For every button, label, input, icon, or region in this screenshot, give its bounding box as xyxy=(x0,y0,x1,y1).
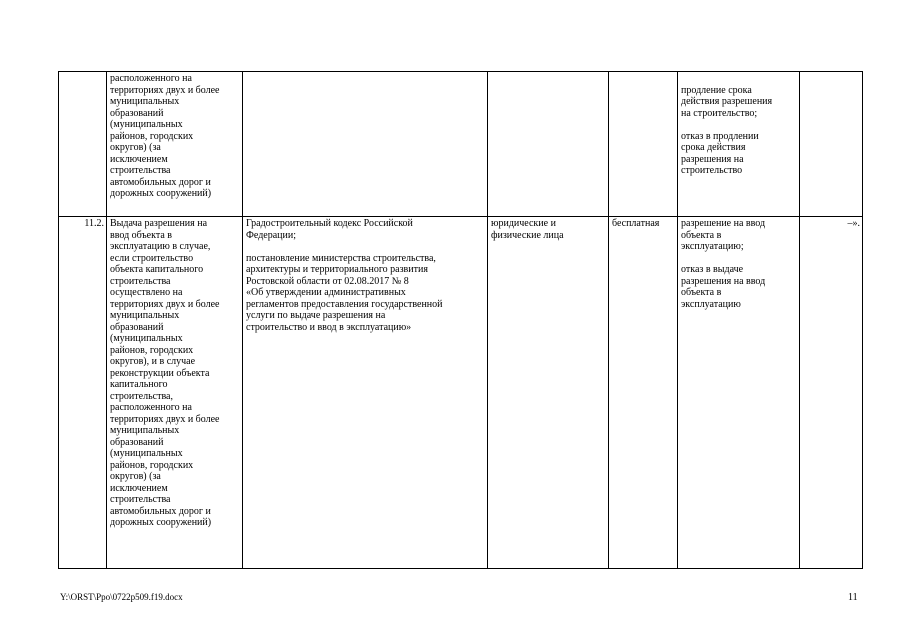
table-row xyxy=(59,72,863,217)
service-name-cell: расположенного на территориях двух и более муниципальных образований (муниципальных районов, городских округов) (за исключением строительства автомобильных дорог и дорожных сооружений) xyxy=(107,72,243,217)
result-cell: разрешение на ввод объекта в эксплуатацию; отказ в выдаче разрешения на ввод объекта в эксплуатацию xyxy=(678,217,800,569)
note-cell: –». xyxy=(800,217,863,569)
row-number-cell: 11.2. xyxy=(59,217,107,569)
recipients-cell xyxy=(488,72,609,217)
table-row xyxy=(59,217,863,569)
cost-cell: бесплатная xyxy=(609,217,678,569)
note-cell xyxy=(800,72,863,217)
cost-cell xyxy=(609,72,678,217)
result-cell: продление срока действия разрешения на строительство; отказ в продлении срока действия разрешения на строительство xyxy=(678,72,800,217)
page-number: 11 xyxy=(848,592,858,603)
service-name-cell: Выдача разрешения на ввод объекта в эксплуатацию в случае, если строительство объекта капитального строительства осуществлено на территориях двух и более муниципальных образований (муниципальных районов, городских округов), и в случае реконструкции объекта капитального строительства, расположенного на территориях двух и более муниципальных образований (муниципальных районов, городских округов) (за исключением строительства автомобильных дорог и дорожных сооружений) xyxy=(107,217,243,569)
legal-basis-cell xyxy=(243,72,488,217)
regulation-table xyxy=(58,71,863,569)
recipients-cell: юридические и физические лица xyxy=(488,217,609,569)
legal-basis-cell: Градостроительный кодекс Российской Федерации; постановление министерства строительства, архитектуры и территориального развития Ростовской области от 02.08.2017 № 8 «Об утверждении административных регламентов предоставления государственной услуги по выдаче разрешения на строительство и ввод в эксплуатацию» xyxy=(243,217,488,569)
row-number-cell xyxy=(59,72,107,217)
footer-file-path: Y:\ORST\Ppo\0722p509.f19.docx xyxy=(60,592,183,602)
